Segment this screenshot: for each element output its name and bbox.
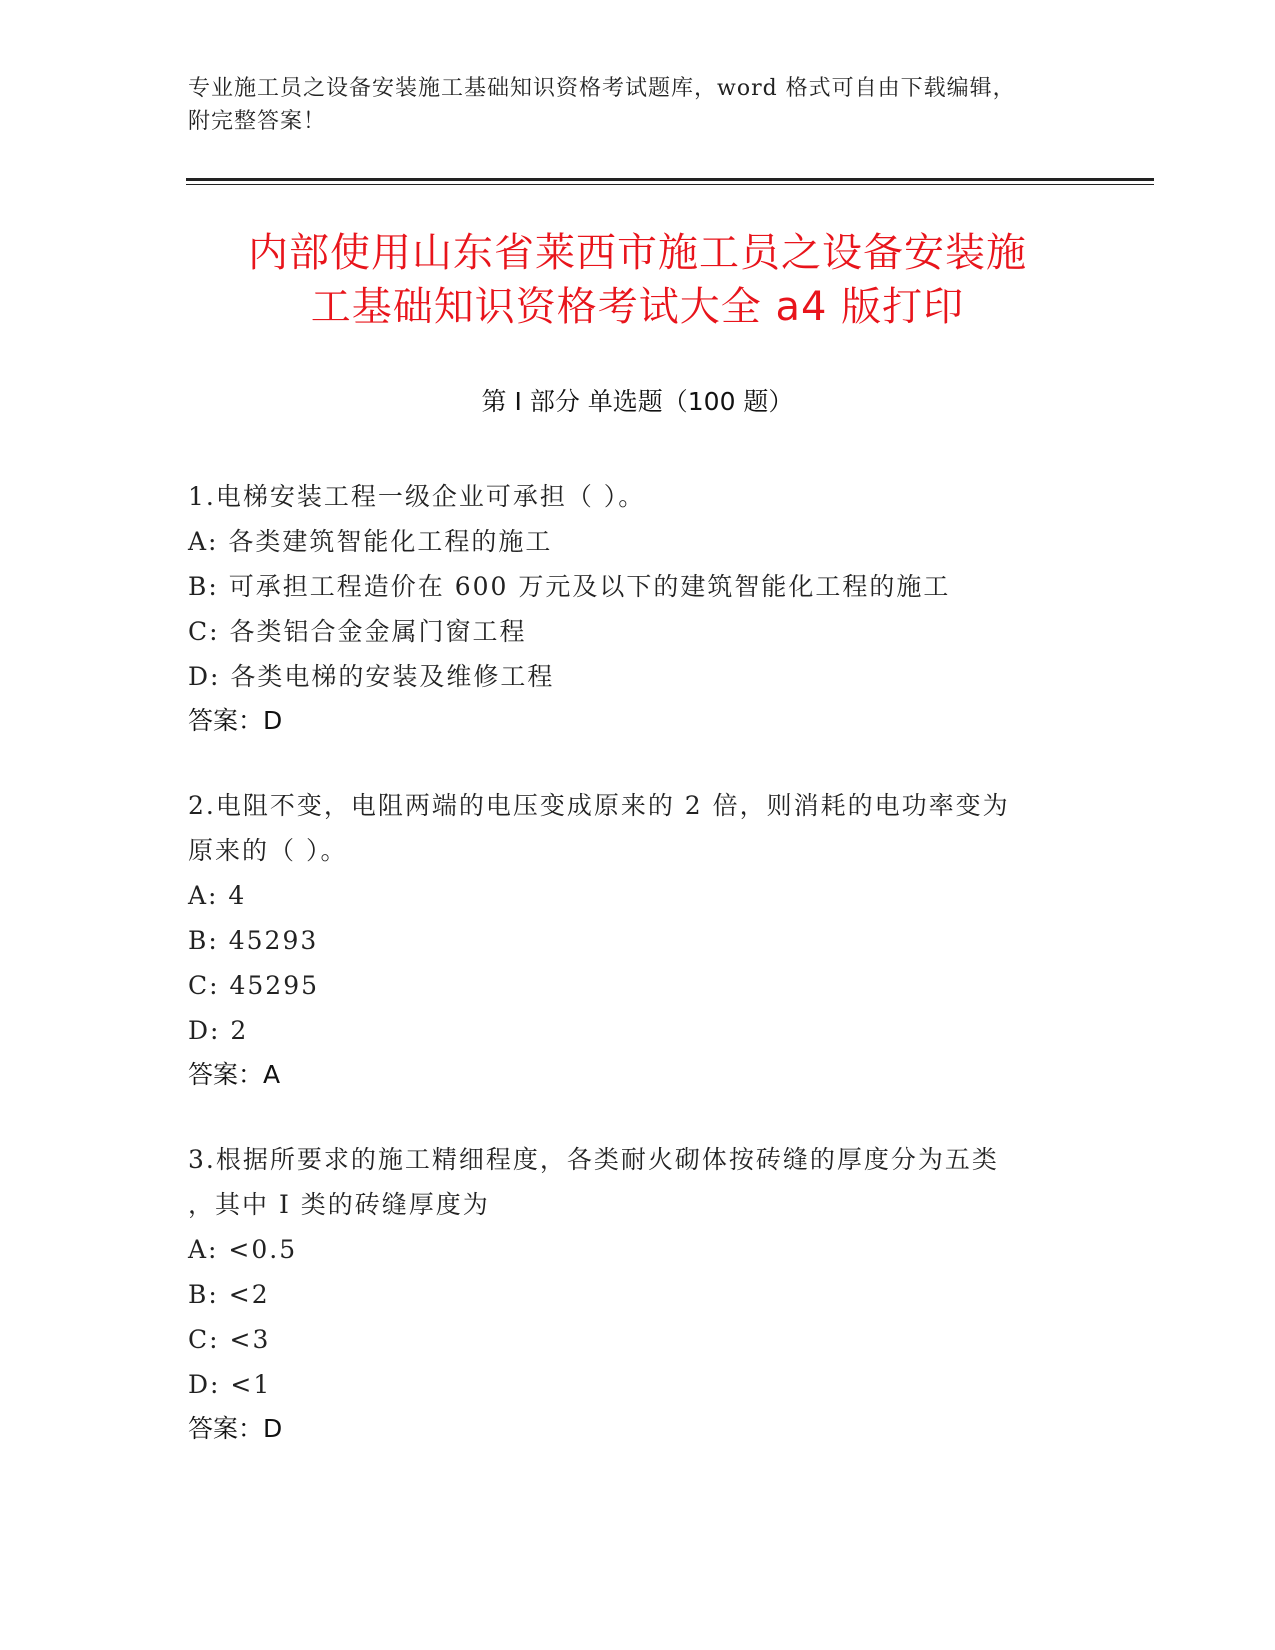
header-divider-thick <box>186 178 1154 181</box>
option-b: B: 可承担工程造价在 600 万元及以下的建筑智能化工程的施工 <box>188 572 951 601</box>
option-c: C: 45295 <box>188 971 320 1000</box>
document-title <box>140 226 1135 334</box>
answer: 答案：A <box>188 1060 281 1089</box>
answer: 答案：D <box>188 706 283 735</box>
question-stem: 2.电阻不变，电阻两端的电压变成原来的 2 倍，则消耗的电功率变为 <box>188 791 1010 820</box>
question-stem: 3.根据所要求的施工精细程度，各类耐火砌体按砖缝的厚度分为五类 <box>188 1145 999 1174</box>
header-note <box>188 72 1068 138</box>
option-d: D: 各类电梯的安装及维修工程 <box>188 662 555 691</box>
document-title-line-1: 内部使用山东省莱西市施工员之设备安装施 <box>248 230 1027 276</box>
question-1 <box>188 474 1068 743</box>
answer: 答案：D <box>188 1414 283 1443</box>
option-a: A: 各类建筑智能化工程的施工 <box>188 527 553 556</box>
question-stem-continued: 原来的（ ）。 <box>188 836 348 865</box>
option-b: B: <2 <box>188 1280 270 1309</box>
header-note-line-2: 附完整答案！ <box>188 109 327 134</box>
question-list <box>188 474 1068 1491</box>
option-c: C: <3 <box>188 1325 271 1354</box>
option-d: D: <1 <box>188 1370 272 1399</box>
option-a: A: 4 <box>188 881 247 910</box>
option-a: A: <0.5 <box>188 1235 298 1264</box>
question-stem-continued: ，其中 I 类的砖缝厚度为 <box>188 1190 490 1219</box>
question-3 <box>188 1137 1068 1451</box>
document-title-line-2: 工基础知识资格考试大全 a4 版打印 <box>310 284 965 330</box>
header-note-line-1: 专业施工员之设备安装施工基础知识资格考试题库，word 格式可自由下载编辑， <box>188 76 1016 101</box>
option-c: C: 各类铝合金金属门窗工程 <box>188 617 527 646</box>
question-stem: 1.电梯安装工程一级企业可承担（ ）。 <box>188 482 646 511</box>
option-b: B: 45293 <box>188 926 319 955</box>
question-2 <box>188 783 1068 1097</box>
header-divider-thin <box>186 184 1154 185</box>
option-d: D: 2 <box>188 1016 249 1045</box>
section-title: 第 I 部分 单选题（100 题） <box>481 387 794 416</box>
